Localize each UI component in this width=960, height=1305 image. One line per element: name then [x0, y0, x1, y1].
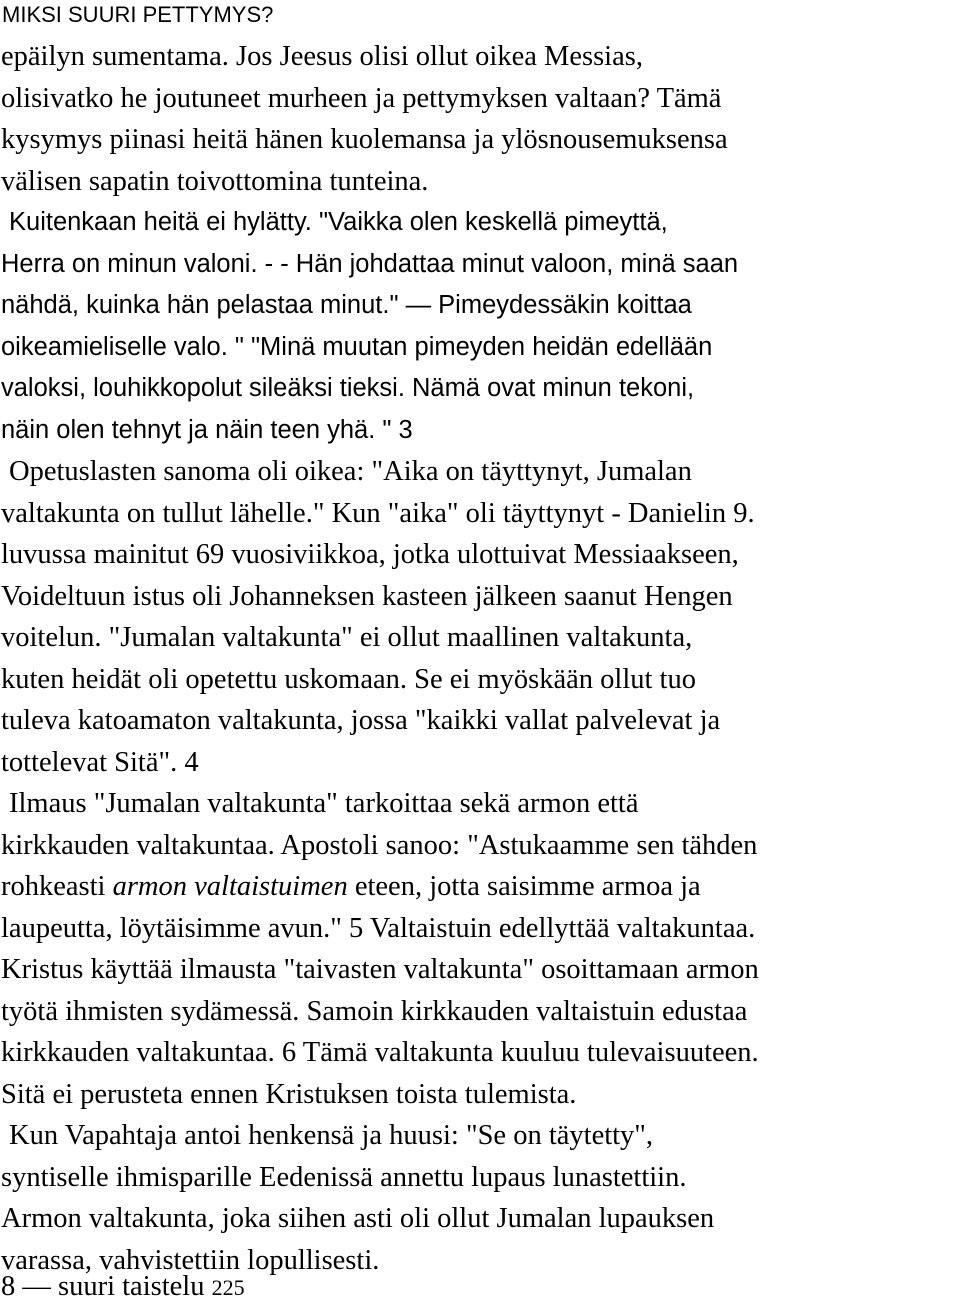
- body-text: [1, 36, 959, 1281]
- text-line: tuleva katoamaton valtakunta, jossa "kaikki vallat palvelevat ja: [1, 705, 721, 736]
- text-line: voitelun. "Jumalan valtakunta" ei ollut maallinen valtakunta,: [1, 622, 693, 653]
- italic-phrase: armon valtaistuimen: [112, 871, 348, 902]
- running-header: MIKSI SUURI PETTYMYS?: [2, 2, 274, 27]
- text-line: nähdä, kuinka hän pelastaa minut." — Pimeydessäkin koittaa: [1, 291, 692, 319]
- text-run: eteen, jotta saisimme armoa ja: [347, 871, 701, 902]
- text-line: tottelevat Sitä". 4: [1, 746, 199, 778]
- text-line: [1, 866, 959, 908]
- text-line: Kristus käyttää ilmausta "taivasten valtakunta" osoittamaan armon: [1, 954, 759, 985]
- text-run: rohkeasti: [1, 871, 113, 902]
- text-line: kirkkauden valtakuntaa. 6 Tämä valtakunta kuuluu tulevaisuuteen.: [1, 1037, 759, 1068]
- text-line: varassa, vahvistettiin lopullisesti.: [1, 1244, 380, 1276]
- text-line: Armon valtakunta, joka siihen asti oli ollut Jumalan lupauksen: [1, 1203, 715, 1234]
- text-line: kuten heidät oli opetettu uskomaan. Se ei myöskään ollut tuo: [1, 663, 696, 695]
- page-number: 225: [211, 1275, 245, 1300]
- text-line: syntiselle ihmisparille Eedenissä annettu lupaus lunastettiin.: [1, 1161, 687, 1193]
- footer-label: 8 — suuri taistelu: [1, 1271, 212, 1302]
- text-line: Voideltuun istus oli Johanneksen kasteen jälkeen saanut Hengen: [1, 580, 733, 612]
- text-line: näin olen tehnyt ja näin teen yhä. " 3: [1, 415, 413, 444]
- text-line: valoksi, louhikkopolut sileäksi tieksi. Nämä ovat minun tekoni,: [1, 374, 695, 402]
- text-line: Sitä ei perusteta ennen Kristuksen toista tulemista.: [1, 1078, 577, 1110]
- text-line: Opetuslasten sanoma oli oikea: "Aika on täyttynyt, Jumalan: [9, 456, 692, 487]
- page-footer: [1, 1270, 245, 1305]
- text-line: oikeamieliselle valo. " "Minä muutan pimeyden heidän edellään: [1, 332, 713, 361]
- text-line: Kun Vapahtaja antoi henkensä ja huusi: "Se on täytetty",: [9, 1120, 654, 1151]
- text-line: Kuitenkaan heitä ei hylätty. "Vaikka olen keskellä pimeyttä,: [9, 208, 668, 236]
- text-line: Ilmaus "Jumalan valtakunta" tarkoittaa sekä armon että: [9, 788, 639, 819]
- text-line: kirkkauden valtakuntaa. Apostoli sanoo: "Astukaamme sen tähden: [1, 829, 758, 861]
- text-line: Herra on minun valoni. - - Hän johdattaa minut valoon, minä saan: [1, 249, 739, 278]
- text-line: epäilyn sumentama. Jos Jeesus olisi ollut oikea Messias,: [1, 41, 643, 72]
- text-line: välisen sapatin toivottomina tunteina.: [1, 165, 429, 197]
- text-line: laupeutta, löytäisimme avun." 5 Valtaistuin edellyttää valtakuntaa.: [1, 912, 756, 944]
- text-line: kysymys piinasi heitä hänen kuolemansa ja ylösnousemuksensa: [1, 124, 728, 155]
- text-line: luvussa mainitut 69 vuosiviikkoa, jotka ulottuivat Messiaakseen,: [1, 539, 739, 570]
- text-line: olisivatko he joutuneet murheen ja pettymyksen valtaan? Tämä: [1, 82, 722, 114]
- text-line: työtä ihmisten sydämessä. Samoin kirkkauden valtaistuin edustaa: [1, 995, 748, 1027]
- text-line: valtakunta on tullut lähelle." Kun "aika" oli täyttynyt - Danielin 9.: [1, 497, 755, 529]
